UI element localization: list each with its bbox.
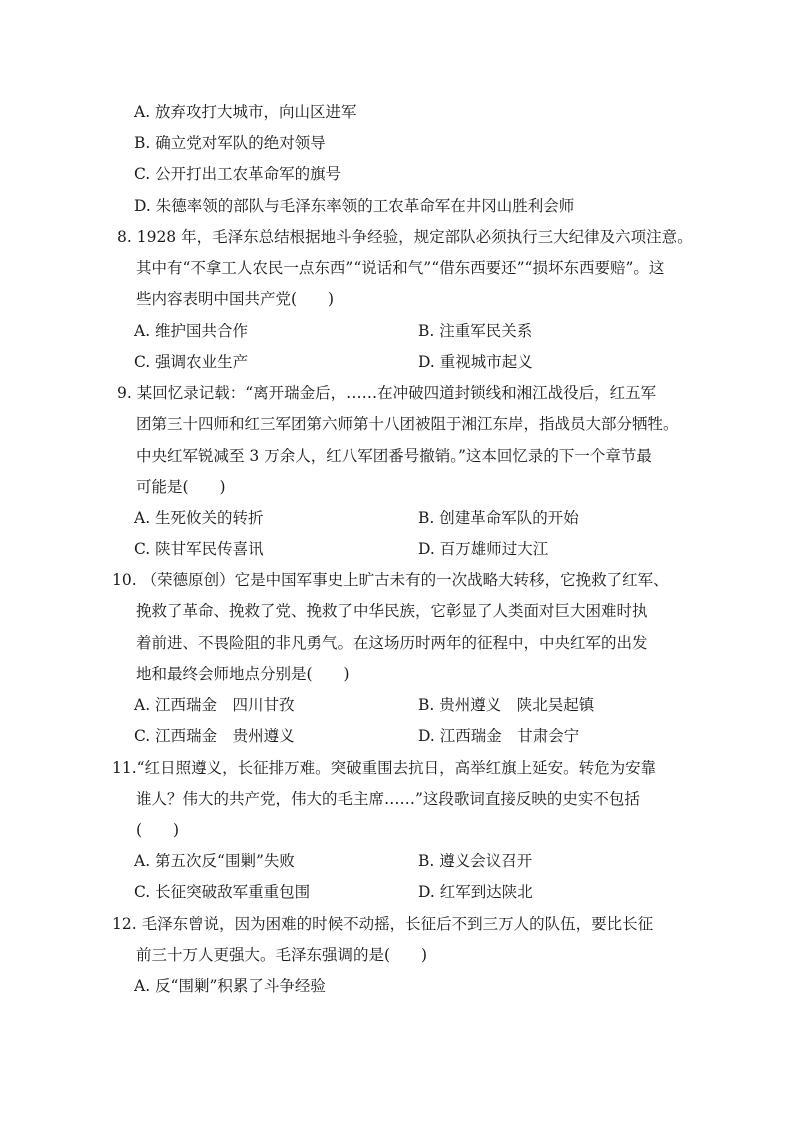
- q8-stem-line: 些内容表明中国共产党( ): [136, 290, 335, 308]
- q8-stem-line: 其中有“不拿工人农民一点东西”“说话和气”“借东西要还”“损坏东西要赔”。这: [136, 259, 665, 277]
- q10-option-b: B. 贵州遵义 陕北吴起镇: [418, 696, 595, 714]
- q9-option-a: A. 生死攸关的转折: [134, 509, 264, 527]
- q9-option-d: D. 百万雄师过大江: [418, 540, 549, 558]
- q11-stem-line: 谁人？伟大的共产党，伟大的毛主席……”这段歌词直接反映的史实不包括: [136, 790, 640, 808]
- q11-stem-line: 11.“红日照遵义，长征排万难。突破重围去抗日，高举红旗上延安。转危为安靠: [112, 759, 657, 777]
- q9-stem-line: 团第三十四师和红三军团第六师第十八团被阻于湘江东岸，指战员大部分牺牲。: [136, 415, 679, 433]
- q10-stem-line: 10. （荣德原创）它是中国军事史上旷古未有的一次战略大转移，它挽救了红军、: [112, 571, 669, 589]
- q7-option-c: C. 公开打出工农革命军的旗号: [134, 165, 342, 183]
- q8-stem-line: 8. 1928 年，毛泽东总结根据地斗争经验，规定部队必须执行三大纪律及六项注意。: [117, 228, 693, 246]
- q7-option-d: D. 朱德率领的部队与毛泽东率领的工农革命军在井冈山胜利会师: [134, 197, 575, 215]
- q8-option-d: D. 重视城市起义: [418, 353, 533, 371]
- q10-stem-line: 挽救了革命、挽救了党、挽救了中华民族，它彰显了人类面对巨大困难时执: [136, 602, 648, 620]
- q7-option-a: A. 放弃攻打大城市，向山区进军: [134, 103, 357, 121]
- q12-stem-line: 前三十万人更强大。毛泽东强调的是( ): [136, 946, 428, 964]
- q9-stem-line: 可能是( ): [136, 478, 226, 496]
- q8-option-a: A. 维护国共合作: [134, 322, 249, 340]
- q8-option-b: B. 注重军民关系: [418, 322, 533, 340]
- q10-option-a: A. 江西瑞金 四川甘孜: [134, 696, 295, 714]
- q12-stem-line: 12. 毛泽东曾说，因为困难的时候不动摇，长征后不到三万人的队伍，要比长征: [112, 915, 654, 933]
- q10-option-d: D. 江西瑞金 甘肃会宁: [418, 727, 580, 745]
- q11-option-a: A. 第五次反“围剿”失败: [134, 852, 295, 870]
- q10-stem-line: 地和最终会师地点分别是( ): [136, 665, 350, 683]
- q8-option-c: C. 强调农业生产: [134, 353, 249, 371]
- q11-option-b: B. 遵义会议召开: [418, 852, 533, 870]
- q9-option-b: B. 创建革命军队的开始: [418, 509, 579, 527]
- q11-option-c: C. 长征突破敌军重重包围: [134, 883, 311, 901]
- q7-option-b: B. 确立党对军队的绝对领导: [134, 134, 326, 152]
- q12-option-a: A. 反“围剿”积累了斗争经验: [134, 977, 326, 995]
- q11-option-d: D. 红军到达陕北: [418, 883, 533, 901]
- q9-stem-line: 9. 某回忆录记载：“离开瑞金后，……在冲破四道封锁线和湘江战役后，红五军: [117, 384, 657, 402]
- q9-option-c: C. 陕甘军民传喜讯: [134, 540, 264, 558]
- q11-stem-line: ( ): [136, 821, 180, 839]
- q10-stem-line: 着前进、不畏险阻的非凡勇气。在这场历时两年的征程中，中央红军的出发: [136, 634, 648, 652]
- q9-stem-line: 中央红军锐减至 3 万余人，红八军团番号撤销。”这本回忆录的下一个章节最: [136, 447, 652, 465]
- q10-option-c: C. 江西瑞金 贵州遵义: [134, 727, 295, 745]
